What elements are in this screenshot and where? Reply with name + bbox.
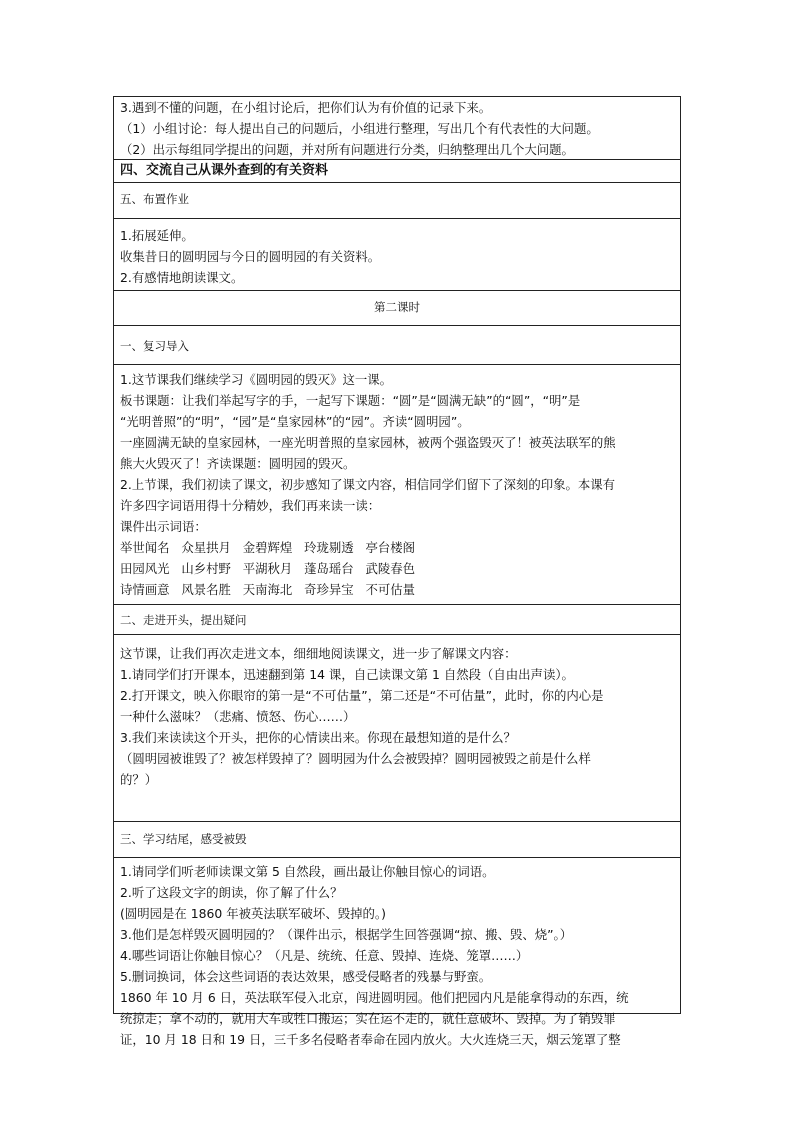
text-line: 3.遇到不懂的问题，在小组讨论后，把你们认为有价值的记录下来。: [120, 100, 492, 115]
text-line: 收集昔日的圆明园与今日的圆明园的有关资料。: [120, 249, 381, 264]
text-line: 1860 年 10 月 6 日，英法联军侵入北京，闯进圆明园。他们把园内凡是能拿得动的东西，统: [120, 990, 629, 1005]
row-ending-heading: [114, 822, 680, 858]
text-line: 一种什么滋味？（悲痛、愤怒、伤心……）: [120, 709, 356, 724]
section-heading: 五、布置作业: [120, 192, 189, 206]
text-line: 的？）: [120, 772, 158, 787]
text-line: 课件出示词语：: [120, 519, 207, 534]
text-line: 4.哪些词语让你触目惊心？（凡是、统统、任意、毁掉、连烧、笼罩……）: [120, 948, 529, 963]
row-lesson-two-title: [114, 291, 680, 326]
text-line: 1.请同学们听老师读课文第 5 自然段，画出最让你触目惊心的词语。: [120, 864, 495, 879]
section-heading: 三、学习结尾，感受被毁: [120, 832, 247, 846]
row-opening-heading: [114, 605, 680, 635]
text-line: 5.删词换词，体会这些词语的表达效果，感受侵略者的残暴与野蛮。: [120, 969, 492, 984]
row-section-five: [114, 183, 680, 219]
row-discussion: [114, 97, 680, 160]
text-line: (圆明园是在 1860 年被英法联军破坏、毁掉的。): [120, 906, 386, 921]
text-line: 2.听了这段文字的朗读，你了解了什么？: [120, 885, 343, 900]
text-line: 2.有感情地朗读课文。: [120, 270, 244, 285]
text-line: 统掠走；拿不动的，就用大车或牲口搬运；实在运不走的，就任意破坏、毁掉。为了销毁罪: [120, 1011, 616, 1026]
text-line: （圆明园被谁毁了？被怎样毁掉了？圆明园为什么会被毁掉？圆明园被毁之前是什么样: [120, 751, 591, 766]
text-line: 许多四字词语用得十分精妙，我们再来读一读：: [120, 498, 381, 513]
section-heading: 四、交流自己从课外查到的有关资料: [120, 163, 329, 178]
text-line: “光明普照”的“明”，“园”是“皇家园林”的“园”。齐读“圆明园”。: [120, 414, 470, 429]
text-line: 2.上节课，我们初读了课文，初步感知了课文内容，相信同学们留下了深刻的印象。本课有: [120, 477, 616, 492]
text-line: （1）小组讨论：每人提出自己的问题后，小组进行整理，写出几个有代表性的大问题。: [120, 121, 599, 136]
row-ending-content: [114, 858, 680, 1047]
text-line: 3.他们是怎样毁灭圆明园的？（课件出示，根据学生回答强调“掠、搬、毁、烧”。）: [120, 927, 573, 942]
document-table: [113, 96, 681, 1047]
row-section-four: [114, 160, 680, 183]
row-review-heading: [114, 326, 680, 365]
text-line: 这节课，让我们再次走进文本，细细地阅读课文，进一步了解课文内容：: [120, 646, 517, 661]
text-line: 2.打开课文，映入你眼帘的第一是“不可估量”，第二还是“不可估量”，此时，你的内心是: [120, 688, 604, 703]
text-line: 3.我们来读读这个开头，把你的心情读出来。你现在最想知道的是什么？: [120, 730, 516, 745]
text-line: 1.拓展延伸。: [120, 228, 194, 243]
section-heading: 二、走进开头，提出疑问: [120, 613, 247, 627]
row-homework: [114, 219, 680, 291]
text-line: 板书课题：让我们举起写字的手，一起写下课题：“圆”是“圆满无缺”的“圆”，“明”是: [120, 393, 581, 408]
text-line: 1.这节课我们继续学习《圆明园的毁灭》这一课。: [120, 372, 393, 387]
text-line: 1.请同学们打开课本，迅速翻到第 14 课，自己读课文第 1 自然段（自由出声读）。: [120, 667, 574, 682]
vocab-row: 田园风光 山乡村野 平湖秋月 蓬岛瑶台 武陵春色: [120, 561, 416, 576]
text-line: 一座圆满无缺的皇家园林，一座光明普照的皇家园林，被两个强盗毁灭了！被英法联军的熊: [120, 435, 616, 450]
text-line: 证，10 月 18 日和 19 日，三千多名侵略者奉命在园内放火。大火连烧三天，烟云笼罩了整: [120, 1032, 621, 1047]
section-heading: 一、复习导入: [120, 339, 189, 353]
text-line: （2）出示每组同学提出的问题，并对所有问题进行分类，归纳整理出几个大问题。: [120, 142, 574, 157]
vocab-row: 诗情画意 风景名胜 天南海北 奇珍异宝 不可估量: [120, 582, 416, 597]
lesson-title: 第二课时: [374, 300, 420, 314]
row-opening-content: [114, 635, 680, 822]
row-review-content: [114, 365, 680, 605]
text-line: 熊大火毁灭了！齐读课题：圆明园的毁灭。: [120, 456, 356, 471]
vocab-row: 举世闻名 众星拱月 金碧辉煌 玲珑剔透 亭台楼阁: [120, 540, 416, 555]
